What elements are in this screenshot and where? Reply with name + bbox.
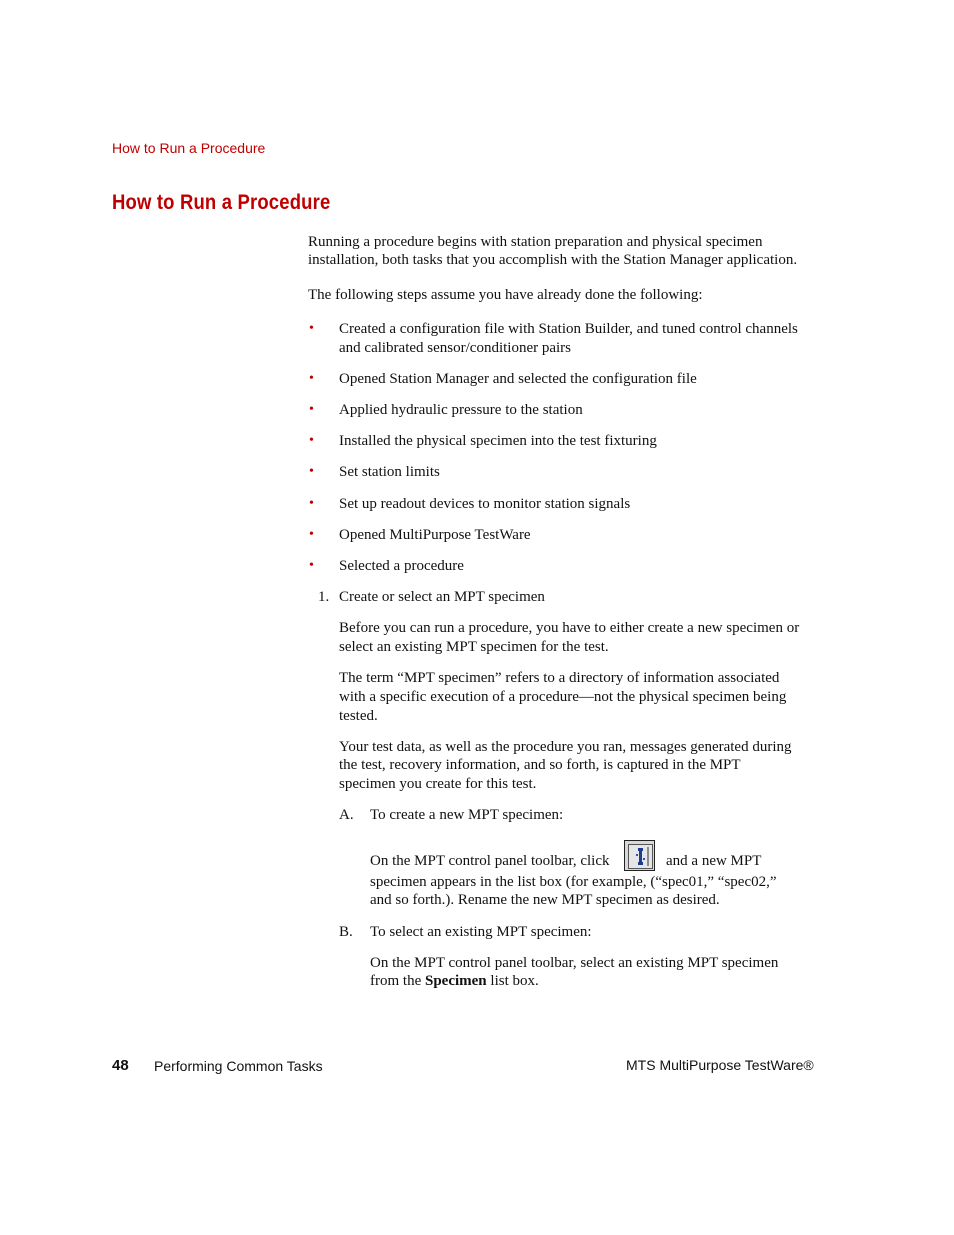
bullet-item-3: Applied hydraulic pressure to the station <box>339 402 583 418</box>
substep-a-line-1-after: and a new MPT <box>666 853 762 869</box>
bullet-item-5: Set station limits <box>339 464 440 480</box>
intro-line-1: Running a procedure begins with station preparation and physical specimen <box>308 234 763 250</box>
substep-b-letter: B. <box>339 924 353 940</box>
bullet-marker: • <box>309 496 314 511</box>
specimen-glyph-icon <box>629 845 652 868</box>
step-para-2-line-1: The term “MPT specimen” refers to a directory of information associated <box>339 670 780 686</box>
bullet-item-1-line-2: and calibrated sensor/conditioner pairs <box>339 340 572 356</box>
substep-a-line-3: and so forth.). Rename the new MPT specimen as desired. <box>370 892 720 908</box>
step-para-3-line-1: Your test data, as well as the procedure you ran, messages generated during <box>339 739 792 755</box>
substep-b-line-2-before: from the <box>370 973 425 989</box>
bullet-marker: • <box>309 433 314 448</box>
step-para-1-line-1: Before you can run a procedure, you have to either create a new specimen or <box>339 620 800 636</box>
step-text: Create or select an MPT specimen <box>339 589 545 605</box>
substep-a-letter: A. <box>339 807 354 823</box>
bullet-item-6: Set up readout devices to monitor station signals <box>339 496 631 512</box>
bullet-item-4: Installed the physical specimen into the test fixturing <box>339 433 657 449</box>
new-specimen-icon-face <box>628 844 653 869</box>
substep-b-line-2-after: list box. <box>486 973 539 989</box>
bullet-item-1-line-1: Created a configuration file with Station Builder, and tuned control channels <box>339 321 798 337</box>
bullet-item-8: Selected a procedure <box>339 558 464 574</box>
substep-a-line-2: specimen appears in the list box (for example, (“spec01,” “spec02,” <box>370 874 777 890</box>
bullet-item-2: Opened Station Manager and selected the configuration file <box>339 371 697 387</box>
section-title: How to Run a Procedure <box>112 191 331 214</box>
step-number: 1. <box>318 589 330 605</box>
running-head: How to Run a Procedure <box>112 140 266 156</box>
step-para-3-line-3: specimen you create for this test. <box>339 776 537 792</box>
step-para-3-line-2: the test, recovery information, and so forth, is captured in the MPT <box>339 757 741 773</box>
bullet-marker: • <box>309 464 314 479</box>
step-para-2-line-3: tested. <box>339 708 378 724</box>
bullet-marker: • <box>309 558 314 573</box>
step-para-2-line-2: with a specific execution of a procedure—not the physical specimen being <box>339 689 787 705</box>
substep-b-line-1: On the MPT control panel toolbar, select an existing MPT specimen <box>370 955 779 971</box>
bullet-marker: • <box>309 371 314 386</box>
page-number: 48 <box>112 1057 129 1074</box>
specimen-list-box-name: Specimen <box>424 973 487 989</box>
footer-product: MTS MultiPurpose TestWare® <box>626 1057 814 1073</box>
substep-a-line-1-before: On the MPT control panel toolbar, click <box>370 853 610 869</box>
substep-b-line-2 <box>370 972 539 991</box>
intro-line-2: installation, both tasks that you accomplish with the Station Manager application. <box>308 252 798 268</box>
substep-b-text: To select an existing MPT specimen: <box>370 924 592 940</box>
assume-paragraph: The following steps assume you have already done the following: <box>308 287 703 303</box>
footer-chapter: Performing Common Tasks <box>154 1058 323 1074</box>
substep-a-text: To create a new MPT specimen: <box>370 807 564 823</box>
bullet-marker: • <box>309 527 314 542</box>
new-specimen-icon[interactable] <box>624 840 655 871</box>
step-para-1-line-2: select an existing MPT specimen for the test. <box>339 639 609 655</box>
bullet-marker: • <box>309 402 314 417</box>
bullet-marker: • <box>309 321 314 336</box>
bullet-item-7: Opened MultiPurpose TestWare <box>339 527 531 543</box>
